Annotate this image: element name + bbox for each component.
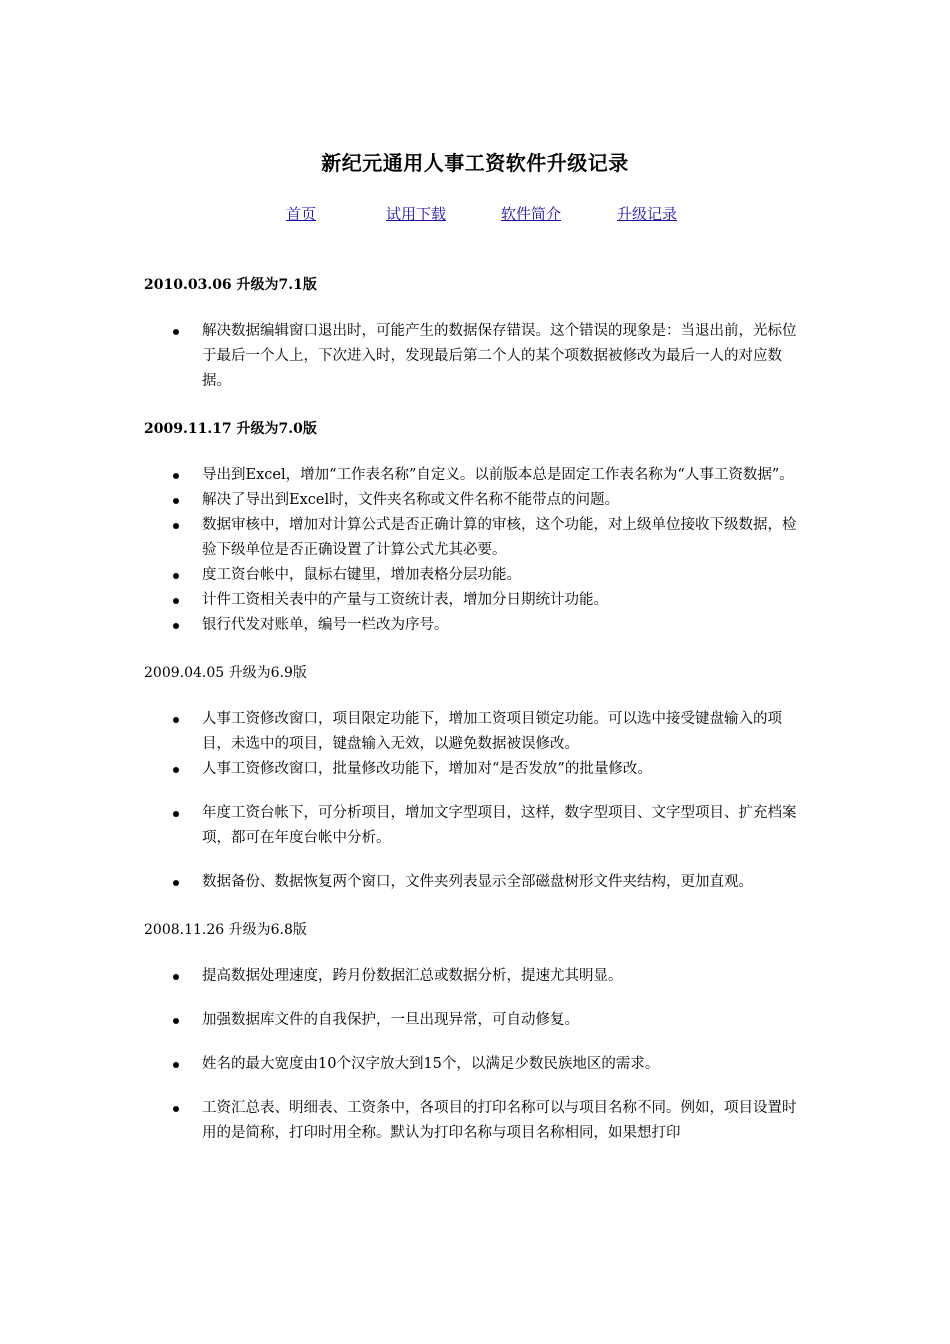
list-item <box>144 563 814 588</box>
list-item-text: 人事工资修改窗口，批量修改功能下，增加对“是否发放”的批量修改。 <box>202 761 652 777</box>
list-item <box>144 1052 814 1077</box>
version-heading: 2009.04.05 升级为6.9版 <box>144 665 307 681</box>
list-item-text: 数据备份、数据恢复两个窗口，文件夹列表显示全部磁盘树形文件夹结构，更加直观。 <box>202 874 753 890</box>
list-item-text: 解决数据编辑窗口退出时，可能产生的数据保存错误。这个错误的现象是：当退出前，光标位于最后一个人上，下次进入时，发现最后第二个人的某个项数据被修改为最后一人的对应数据。 <box>202 323 797 389</box>
bullet-icon <box>173 329 179 335</box>
list-item <box>144 319 802 394</box>
list-item <box>144 870 792 895</box>
bullet-icon <box>173 1018 179 1024</box>
list-item <box>144 1096 802 1146</box>
bullet-icon <box>173 1106 179 1112</box>
list-item-text: 数据审核中，增加对计算公式是否正确计算的审核，这个功能，对上级单位接收下级数据，检验下级单位是否正确设置了计算公式尤其必要。 <box>202 517 797 558</box>
version-heading: 2008.11.26 升级为6.8版 <box>144 922 307 938</box>
bullet-icon <box>173 573 179 579</box>
bullet-icon <box>173 811 179 817</box>
nav-link-software-intro[interactable]: 软件简介 <box>501 205 562 223</box>
list-item-text: 人事工资修改窗口，项目限定功能下，增加工资项目锁定功能。可以选中接受键盘输入的项目，未选中的项目，键盘输入无效，以避免数据被误修改。 <box>202 711 782 752</box>
version-heading: 2010.03.06 升级为7.1版 <box>144 277 317 293</box>
version-heading: 2009.11.17 升级为7.0版 <box>144 421 317 437</box>
bullet-icon <box>173 717 179 723</box>
list-item <box>144 707 800 757</box>
bullet-icon <box>173 473 179 479</box>
list-item-text: 度工资台帐中，鼠标右键里，增加表格分层功能。 <box>202 567 521 583</box>
change-list <box>144 463 814 638</box>
bullet-icon <box>173 498 179 504</box>
bullet-icon <box>173 1062 179 1068</box>
bullet-icon <box>173 880 179 886</box>
list-item <box>144 613 814 638</box>
list-item-text: 工资汇总表、明细表、工资条中，各项目的打印名称可以与项目名称不同。例如，项目设置时用的是简称，打印时用全称。默认为打印名称与项目名称相同，如果想打印 <box>202 1100 797 1141</box>
nav-link-home[interactable]: 首页 <box>286 205 317 223</box>
list-item-text: 提高数据处理速度，跨月份数据汇总或数据分析，提速尤其明显。 <box>202 968 623 984</box>
list-item-text: 计件工资相关表中的产量与工资统计表，增加分日期统计功能。 <box>202 592 608 608</box>
change-list <box>144 319 814 394</box>
page-title: 新纪元通用人事工资软件升级记录 <box>321 151 629 175</box>
bullet-icon <box>173 974 179 980</box>
list-item <box>144 488 814 513</box>
list-item-text: 银行代发对账单，编号一栏改为序号。 <box>202 617 449 633</box>
list-item <box>144 801 802 851</box>
list-item <box>144 463 814 488</box>
list-item <box>144 964 814 989</box>
list-item-text: 姓名的最大宽度由10个汉字放大到15个，以满足少数民族地区的需求。 <box>202 1056 660 1072</box>
list-item-text: 年度工资台帐下，可分析项目，增加文字型项目，这样，数字型项目、文字型项目、扩充档案项，都可在年度台帐中分析。 <box>202 805 797 846</box>
nav-link-trial-download[interactable]: 试用下载 <box>386 205 447 223</box>
list-item <box>144 757 814 782</box>
list-item <box>144 588 814 613</box>
change-list <box>144 964 814 1146</box>
upgrade-log <box>144 272 814 1146</box>
bullet-icon <box>173 623 179 629</box>
list-item-text: 解决了导出到Excel时，文件夹名称或文件名称不能带点的问题。 <box>202 492 620 508</box>
change-list <box>144 707 814 895</box>
bullet-icon <box>173 523 179 529</box>
bullet-icon <box>173 598 179 604</box>
nav-bar <box>0 202 950 226</box>
nav-link-upgrade-log[interactable]: 升级记录 <box>617 205 678 223</box>
list-item-text: 导出到Excel，增加“工作表名称”自定义。以前版本总是固定工作表名称为“人事工资数据”。 <box>202 467 794 483</box>
list-item <box>144 1008 814 1033</box>
list-item-text: 加强数据库文件的自我保护，一旦出现异常，可自动修复。 <box>202 1012 579 1028</box>
bullet-icon <box>173 767 179 773</box>
list-item <box>144 513 800 563</box>
